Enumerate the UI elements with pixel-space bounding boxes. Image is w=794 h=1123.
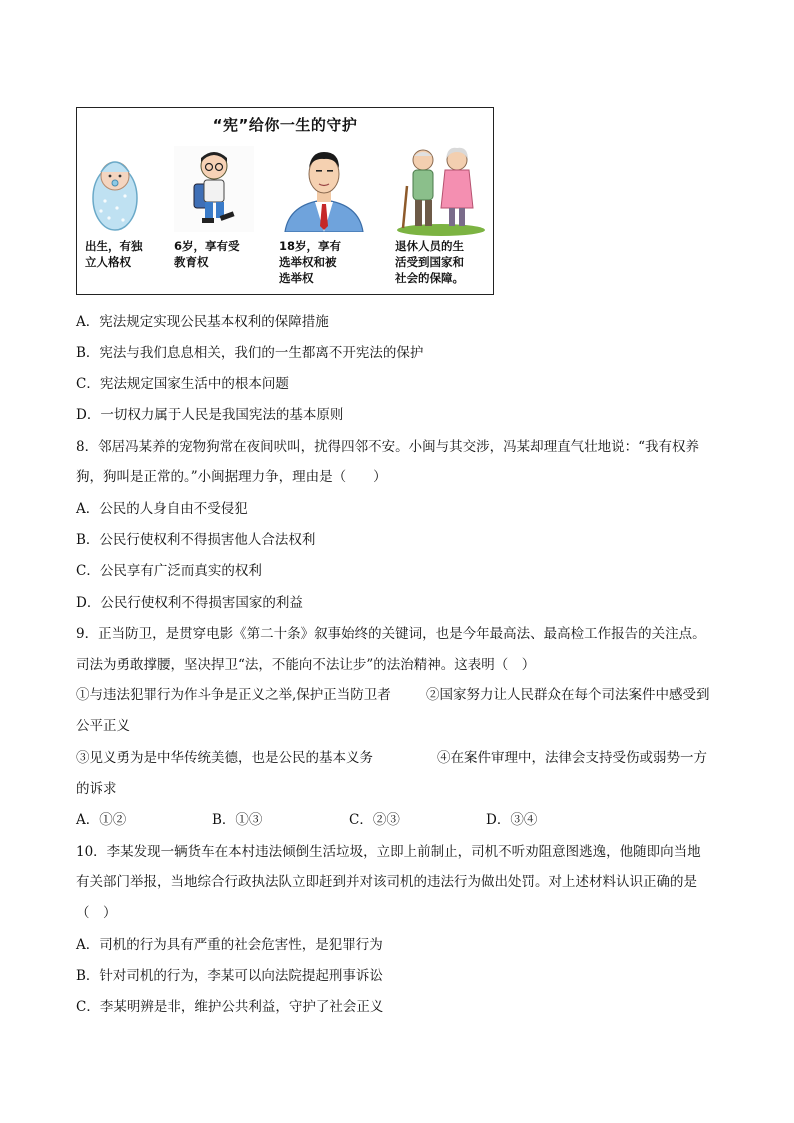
q9-item-4: ④在案件审理中，法律会支持受伤或弱势一方 <box>437 750 707 766</box>
adult-man-icon <box>279 146 369 232</box>
panel-retired <box>395 146 495 291</box>
panel-adult <box>279 146 379 291</box>
q8-stem-line2: 狗，狗叫是正常的。”小闽据理力争，理由是（ ） <box>76 469 387 485</box>
q7-option-c: C．宪法规定国家生活中的根本问题 <box>76 376 289 392</box>
q10-option-a: A．司机的行为具有严重的社会危害性，是犯罪行为 <box>76 937 383 953</box>
q10-stem-line1: 10．李某发现一辆货车在本村违法倾倒生活垃圾，立即上前制止，司机不听劝阻意图逃逸，他随即向当地 <box>76 844 701 860</box>
q10-option-c: C．李某明辨是非，维护公共利益，守护了社会正义 <box>76 999 384 1015</box>
q8-option-d: D．公民行使权利不得损害国家的利益 <box>76 595 303 611</box>
q9-stem-line1: 9．正当防卫，是贯穿电影《第二十条》叙事始终的关键词，也是今年最高法、最高检工作报告的关注点。 <box>76 626 706 642</box>
q10-stem-line3: （ ） <box>76 905 117 921</box>
q9-item-2: ②国家努力让人民群众在每个司法案件中感受到 <box>426 687 710 703</box>
q9-choice-a: A．①② <box>76 812 127 828</box>
caption-retired: 退休人员的生 活受到国家和 社会的保障。 <box>395 239 464 285</box>
q8-stem-line1: 8．邻居冯某养的宠物狗常在夜间吠叫，扰得四邻不安。小闽与其交涉，冯某却理直气壮地说：“我有权养 <box>76 439 699 455</box>
q9-choice-d: D．③④ <box>486 812 538 828</box>
q9-item-1: ①与违法犯罪行为作斗争是正义之举,保护正当防卫者 <box>76 687 391 703</box>
caption-school: 6岁，享有受 教育权 <box>174 239 240 269</box>
q9-choice-c: C．②③ <box>349 812 400 828</box>
panel-birth <box>83 146 183 291</box>
student-icon <box>174 146 254 232</box>
q7-option-b: B．宪法与我们息息相关，我们的一生都离不开宪法的保护 <box>76 345 424 361</box>
q7-option-d: D．一切权力属于人民是我国宪法的基本原则 <box>76 407 344 423</box>
q9-item-4-cont: 的诉求 <box>76 781 117 797</box>
q9-stem-line2: 司法为勇敢撑腰，坚决捍卫“法，不能向不法让步”的法治精神。这表明（ ） <box>76 657 536 673</box>
q10-stem-line2: 有关部门举报，当地综合行政执法队立即赶到并对该司机的违法行为做出处罚。对上述材料认识正确的是 <box>76 874 697 890</box>
q9-item-2-cont: 公平正义 <box>76 718 130 734</box>
baby-icon <box>83 146 153 232</box>
caption-birth: 出生，有独 立人格权 <box>85 239 143 269</box>
q9-choice-b: B．①③ <box>212 812 263 828</box>
figure-title: “宪”给你一生的守护 <box>212 116 358 134</box>
q8-option-b: B．公民行使权利不得损害他人合法权利 <box>76 532 316 548</box>
caption-adult: 18岁，享有 选举权和被 选举权 <box>279 239 342 285</box>
q7-option-a: A．宪法规定实现公民基本权利的保障措施 <box>76 314 329 330</box>
q8-option-a: A．公民的人身自由不受侵犯 <box>76 501 248 517</box>
panel-school <box>174 146 274 291</box>
elderly-couple-icon <box>395 146 487 236</box>
constitution-figure <box>76 107 494 295</box>
q10-option-b: B．针对司机的行为，李某可以向法院提起刑事诉讼 <box>76 968 383 984</box>
q8-option-c: C．公民享有广泛而真实的权利 <box>76 563 262 579</box>
q9-item-3: ③见义勇为是中华传统美德，也是公民的基本义务 <box>76 750 373 766</box>
